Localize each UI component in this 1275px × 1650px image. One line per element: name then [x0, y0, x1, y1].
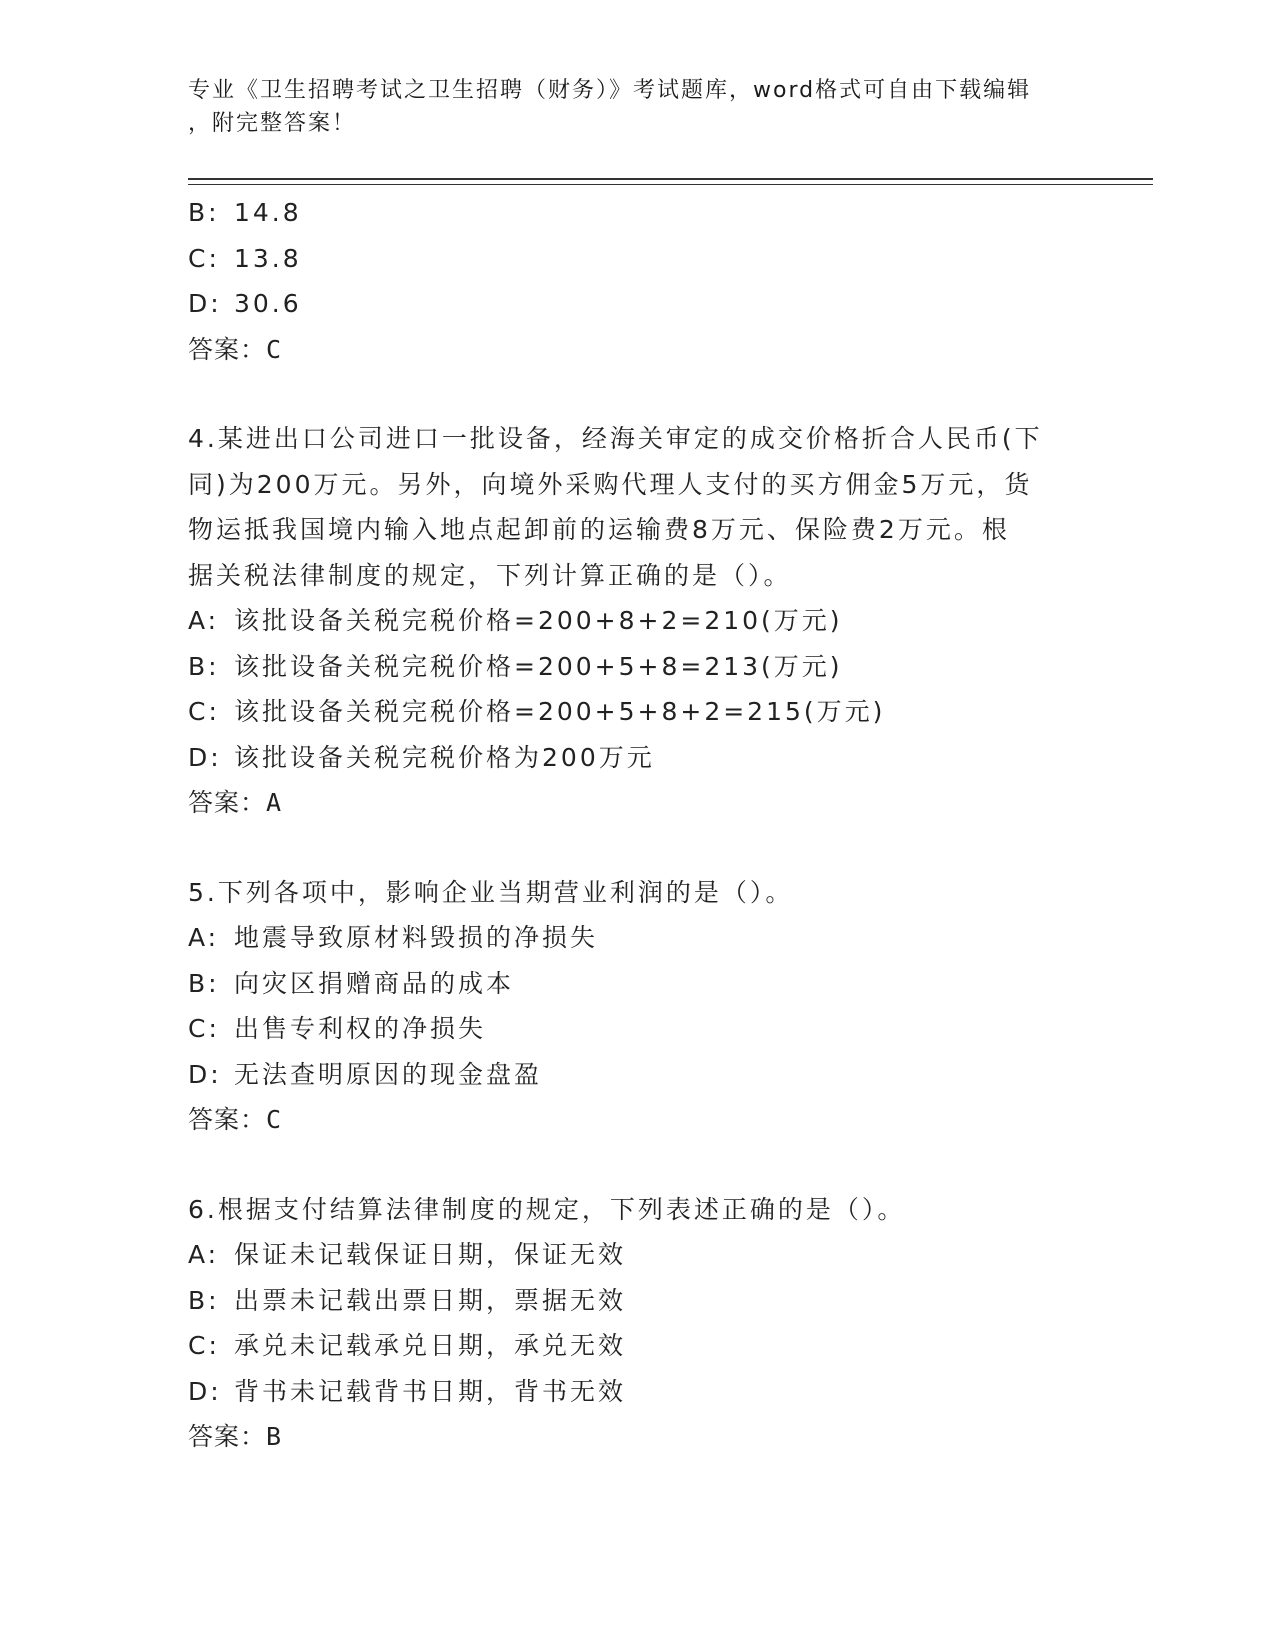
question-stem — [188, 416, 1088, 598]
option-a — [188, 915, 1088, 961]
option-text: 无法查明原因的现金盘盈 — [234, 1059, 543, 1089]
answer-line: 答案：C — [188, 1105, 283, 1134]
option-label: C: — [188, 1331, 220, 1360]
question-stem — [188, 870, 1088, 916]
option-c — [188, 1323, 1088, 1369]
option-label: C: — [188, 697, 220, 726]
question-4 — [188, 416, 1088, 826]
option-d — [188, 1369, 1088, 1415]
stem-line: 4.某进出口公司进口一批设备，经海关审定的成交价格折合人民币(下 — [188, 424, 1043, 453]
question-6 — [188, 1187, 1088, 1460]
option-text: 该批设备关税完税价格为200万元 — [234, 742, 655, 772]
option-text: 地震导致原材料毁损的净损失 — [234, 923, 599, 952]
option-text: 30.6 — [234, 289, 302, 318]
option-b — [188, 644, 1088, 690]
page-header — [188, 74, 1088, 140]
header-line-2: ，附完整答案！ — [188, 111, 357, 136]
stem-line: 6.根据支付结算法律制度的规定，下列表述正确的是（）。 — [188, 1194, 906, 1224]
option-text: 该批设备关税完税价格=200+8+2=210(万元) — [234, 606, 843, 635]
option-b — [188, 961, 1088, 1007]
answer-line: 答案：A — [188, 788, 283, 817]
option-a — [188, 1232, 1088, 1278]
option-d — [188, 1052, 1088, 1098]
option-label: A: — [188, 606, 220, 635]
header-line-1: 专业《卫生招聘考试之卫生招聘（财务）》考试题库，word格式可自由下载编辑 — [188, 78, 1032, 103]
option-label: B: — [188, 198, 220, 227]
question-spacer — [188, 372, 1088, 416]
option-text: 该批设备关税完税价格=200+5+8=213(万元) — [234, 651, 843, 681]
option-label: B: — [188, 968, 220, 998]
option-c — [188, 1006, 1088, 1052]
option-label: A: — [188, 1240, 220, 1269]
option-label: C: — [188, 243, 220, 273]
option-text: 背书未记载背书日期，背书无效 — [234, 1376, 627, 1406]
option-d — [188, 281, 1088, 327]
question-spacer — [188, 826, 1088, 870]
question-stem — [188, 1187, 1088, 1233]
option-c — [188, 689, 1088, 735]
option-label: A: — [188, 923, 220, 952]
stem-line: 物运抵我国境内输入地点起卸前的运输费8万元、保险费2万元。根 — [188, 515, 1010, 544]
option-label: B: — [188, 1285, 220, 1315]
option-b — [188, 190, 1088, 236]
question-5 — [188, 870, 1088, 1143]
stem-line: 5.下列各项中，影响企业当期营业利润的是（）。 — [188, 877, 794, 907]
answer-line: 答案：B — [188, 1422, 283, 1451]
option-text: 承兑未记载承兑日期，承兑无效 — [234, 1331, 627, 1360]
option-text: 出售专利权的净损失 — [234, 1014, 487, 1043]
question-list — [188, 190, 1088, 1460]
option-text: 该批设备关税完税价格=200+5+8+2=215(万元) — [234, 697, 886, 726]
question-3 — [188, 190, 1088, 372]
option-text: 向灾区捐赠商品的成本 — [234, 968, 515, 998]
option-text: 14.8 — [234, 198, 302, 227]
stem-line: 据关税法律制度的规定，下列计算正确的是（）。 — [188, 560, 792, 590]
option-label: D: — [188, 289, 222, 318]
option-label: D: — [188, 742, 222, 772]
option-text: 13.8 — [234, 243, 302, 273]
option-label: D: — [188, 1376, 222, 1406]
option-b — [188, 1278, 1088, 1324]
option-c — [188, 236, 1088, 282]
stem-line: 同)为200万元。另外，向境外采购代理人支付的买方佣金5万元，货 — [188, 469, 1033, 499]
header-divider — [188, 178, 1153, 185]
option-label: B: — [188, 651, 220, 681]
option-label: D: — [188, 1059, 222, 1089]
answer-line: 答案：C — [188, 334, 283, 364]
option-a — [188, 598, 1088, 644]
option-label: C: — [188, 1014, 220, 1043]
option-text: 出票未记载出票日期，票据无效 — [234, 1285, 627, 1315]
option-text: 保证未记载保证日期，保证无效 — [234, 1240, 627, 1269]
option-d — [188, 735, 1088, 781]
question-spacer — [188, 1143, 1088, 1187]
